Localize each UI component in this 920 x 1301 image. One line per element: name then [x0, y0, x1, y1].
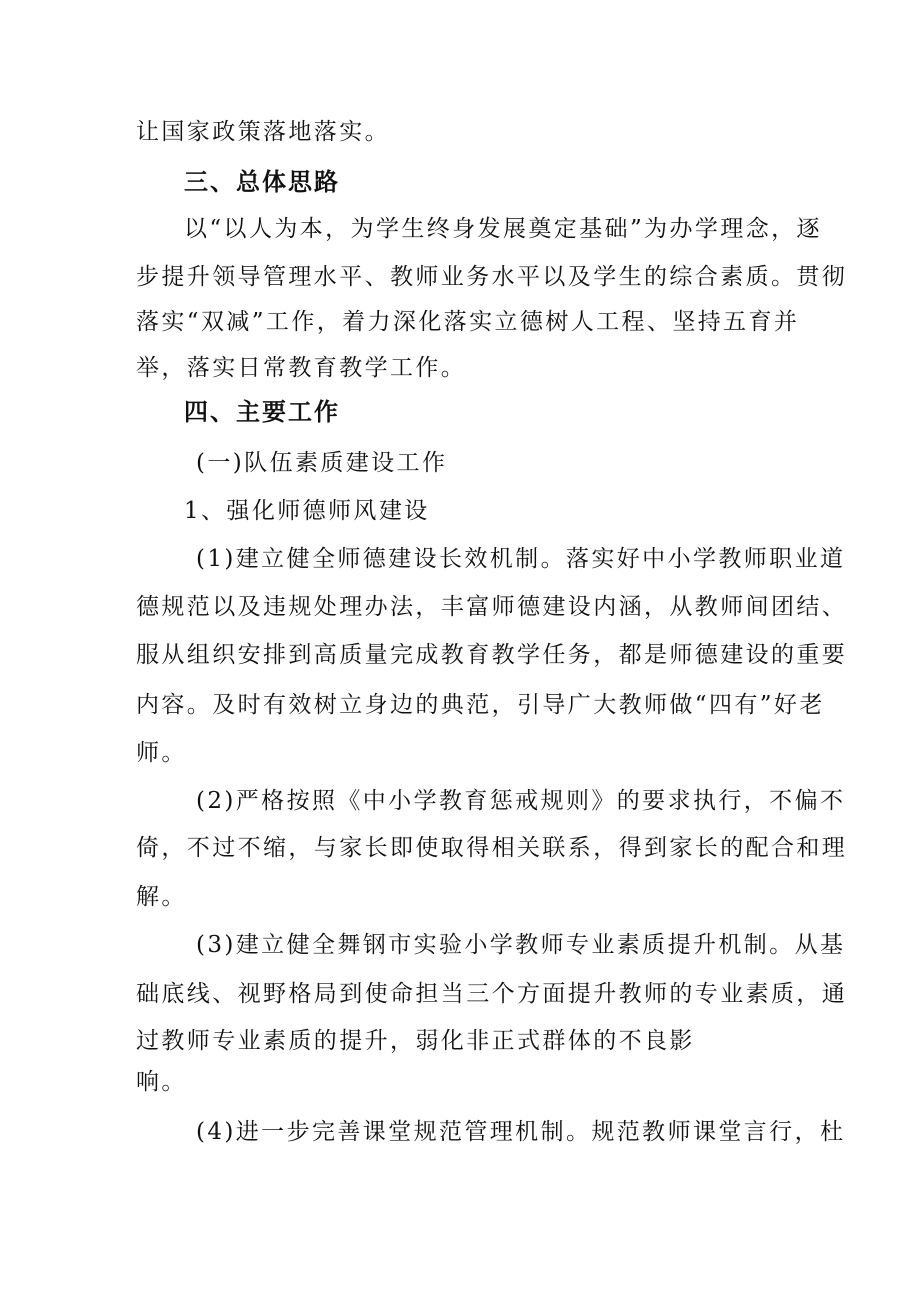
paragraph-line: 举，落实日常教育教学工作。: [136, 355, 467, 381]
paragraph-line: 落实“双减”工作，着力深化落实立德树人工程、坚持五育并: [136, 309, 800, 335]
paragraph-line: 德规范以及违规处理办法，丰富师德建设内涵，从教师间团结、: [136, 594, 848, 620]
paragraph-line: 响。: [136, 1069, 187, 1095]
paragraph-line: (1)建立健全师德建设长效机制。落实好中小学教师职业道: [196, 546, 846, 572]
paragraph-line: 内容。及时有效树立身边的典范，引导广大教师做“四有”好老: [136, 692, 825, 718]
section-heading-4: 四、主要工作: [184, 398, 340, 426]
paragraph-line: 让国家政策落地落实。: [136, 119, 390, 145]
paragraph-line: 础底线、视野格局到使命担当三个方面提升教师的专业素质，通: [136, 981, 848, 1007]
paragraph-line: 以“以人为本，为学生终身发展奠定基础”为办学理念，逐: [184, 216, 822, 242]
paragraph-line: 服从组织安排到高质量完成教育教学任务，都是师德建设的重要: [136, 642, 848, 668]
paragraph-line: (2)严格按照《中小学教育惩戒规则》的要求执行，不偏不: [196, 788, 846, 814]
paragraph-line: 步提升领导管理水平、教师业务水平以及学生的综合素质。贯彻: [136, 264, 848, 290]
item-heading: 1、强化师德师风建设: [184, 498, 430, 524]
paragraph-line: 过教师专业素质的提升，弱化非正式群体的不良影: [136, 1028, 695, 1054]
section-heading-3: 三、总体思路: [184, 168, 340, 196]
paragraph-line: (4)进一步完善课堂规范管理机制。规范教师课堂言行，杜: [196, 1119, 846, 1145]
subsection-heading: (一)队伍素质建设工作: [196, 450, 448, 476]
paragraph-line: 师。: [136, 740, 187, 766]
paragraph-line: 解。: [136, 884, 187, 910]
paragraph-line: 倚，不过不缩，与家长即使取得相关联系，得到家长的配合和理: [136, 835, 848, 861]
paragraph-line: (3)建立健全舞钢市实验小学教师专业素质提升机制。从基: [196, 932, 846, 958]
